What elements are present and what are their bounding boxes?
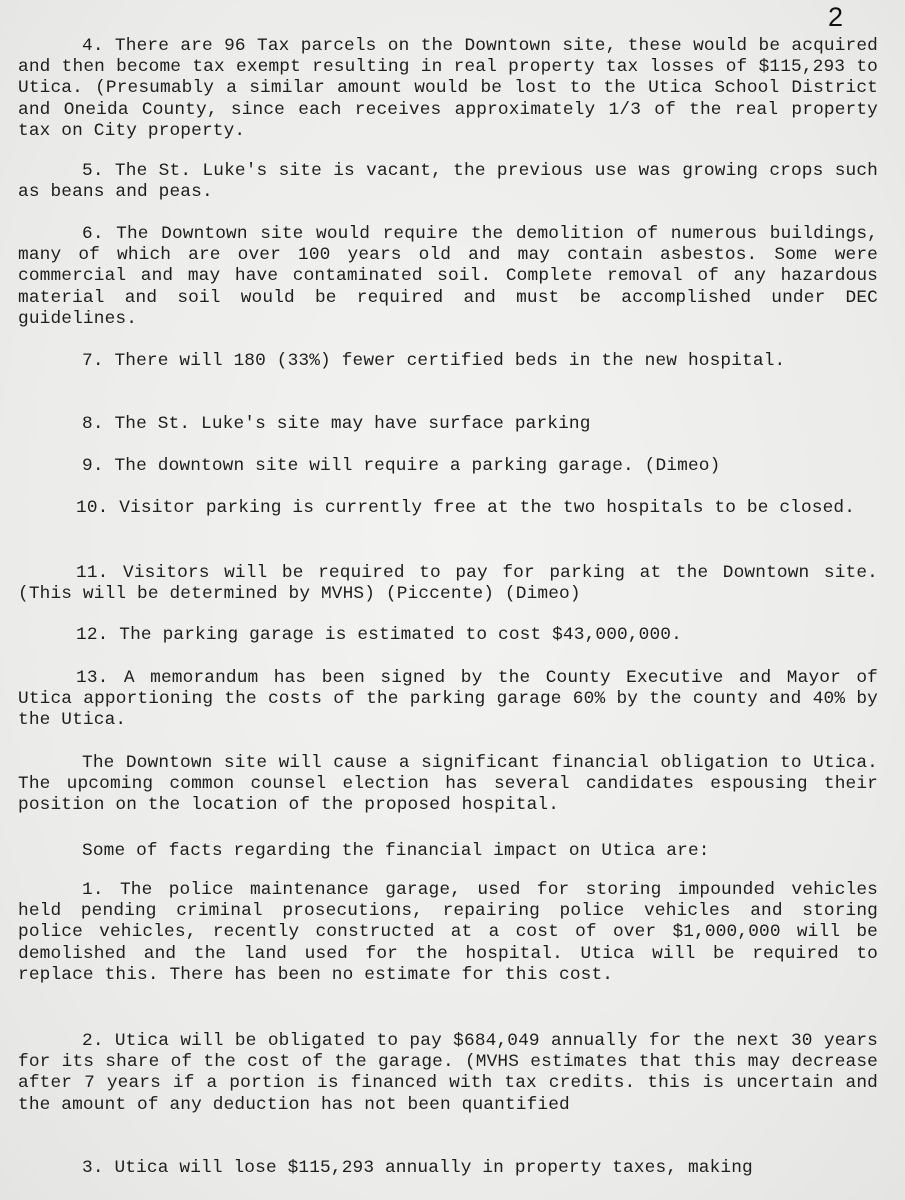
paragraph-financial-facts-intro: Some of facts regarding the financial impact on Utica are: bbox=[82, 841, 710, 861]
paragraph-item-11-visitors-pay: 11. Visitors will be required to pay for parking at the Downtown site. (This will be determined by MVHS) (Piccente) (Dimeo) bbox=[18, 563, 878, 605]
paragraph-item-5-st-lukes-vacant: 5. The St. Luke's site is vacant, the previous use was growing crops such as beans and peas. bbox=[18, 161, 878, 203]
paragraph-fact-2-garage-obligation: 2. Utica will be obligated to pay $684,049 annually for the next 30 years for its share of the cost of the garage. (MVHS estimates that this may decrease after 7 years if a portion is financed with tax credits. this is uncertain and the amount of any deduction has not been quantified bbox=[18, 1031, 878, 1115]
paragraph-item-7-fewer-beds: 7. There will 180 (33%) fewer certified beds in the new hospital. bbox=[82, 351, 786, 371]
paragraph-item-10-visitor-parking-free: 10. Visitor parking is currently free at the two hospitals to be closed. bbox=[76, 498, 856, 518]
page-number: 2 bbox=[828, 2, 844, 32]
paragraph-item-8-surface-parking: 8. The St. Luke's site may have surface parking bbox=[82, 414, 591, 434]
paragraph-item-4-tax-parcels: 4. There are 96 Tax parcels on the Downtown site, these would be acquired and then become tax exempt resulting in real property tax losses of $115,293 to Utica. (Presumably a similar amount would be lost to the Utica School District and Oneida County, since each receives approximately 1/3 of the real property tax on City property. bbox=[18, 36, 878, 141]
paragraph-fact-1-police-garage: 1. The police maintenance garage, used for storing impounded vehicles held pending criminal prosecutions, repairing police vehicles and storing police vehicles, recently constructed at a cost of over $1,000,000 will be demolished and the land used for the hospital. Utica will be required to replace this. There has been no estimate for this cost. bbox=[18, 880, 878, 985]
paragraph-item-13-memorandum: 13. A memorandum has been signed by the County Executive and Mayor of Utica apportioning the costs of the parking garage 60% by the county and 40% by the Utica. bbox=[18, 668, 878, 731]
paragraph-fact-3-property-tax-loss: 3. Utica will lose $115,293 annually in property taxes, making bbox=[82, 1158, 753, 1178]
paragraph-item-9-parking-garage: 9. The downtown site will require a parking garage. (Dimeo) bbox=[82, 456, 721, 476]
paragraph-item-12-garage-cost: 12. The parking garage is estimated to cost $43,000,000. bbox=[76, 625, 682, 645]
paragraph-downtown-financial-obligation: The Downtown site will cause a significant financial obligation to Utica. The upcoming common counsel election has several candidates espousing their position on the location of the proposed hospital. bbox=[18, 753, 878, 816]
paragraph-item-6-demolition: 6. The Downtown site would require the demolition of numerous buildings, many of which are over 100 years old and may contain asbestos. Some were commercial and may have contaminated soil. Complete removal of any hazardous material and soil would be required and must be accomplished under DEC guidelines. bbox=[18, 224, 878, 329]
